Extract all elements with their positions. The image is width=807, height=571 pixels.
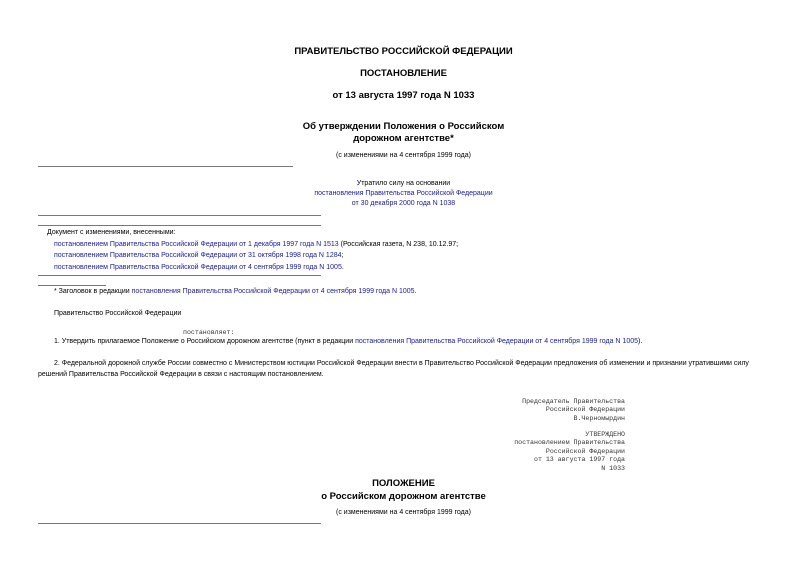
amendment-link[interactable]: постановлением Правительства Российской Федерации от 1 декабря 1997 года N 1513 [54, 240, 339, 248]
document-title-line1: Об утверждении Положения о Российском [302, 121, 505, 132]
document-title [0, 121, 807, 145]
signature-name: В.Черномырдин [573, 414, 625, 422]
document-date-number: от 13 августа 1997 года N 1033 [332, 90, 475, 101]
amendments-intro: Документ с изменениями, внесенными: [47, 229, 176, 236]
signature-block [480, 398, 625, 423]
approved-line: Российской Федерации [545, 447, 625, 455]
footnote [54, 288, 417, 295]
divider [38, 166, 293, 167]
approved-line: от 13 августа 1997 года [533, 456, 625, 464]
paragraph-1 [54, 338, 642, 345]
regulation-title-line2: о Российском дорожном агентстве [321, 490, 486, 502]
lost-force-link-line2[interactable]: от 30 декабря 2000 года N 1038 [351, 200, 456, 207]
lost-force-link-line1[interactable]: постановления Правительства Российской Федерации [314, 190, 493, 197]
lost-force-text: Утратило силу на основании [356, 180, 451, 187]
approved-line: N 1033 [601, 464, 625, 472]
approved-block [480, 431, 625, 473]
amendment-link[interactable]: постановлением Правительства Российской Федерации от 4 сентября 1999 года N 1005 [54, 263, 342, 271]
paragraph-2-line2: решений Правительства Российской Федерации в связи с настоящим постановлением. [38, 371, 324, 378]
footnote-text: * Заголовок в редакции [54, 288, 132, 295]
amended-note: (с изменениями на 4 сентября 1999 года) [336, 152, 471, 159]
amendment-item [47, 239, 458, 251]
paragraph-1-text: 1. Утвердить прилагаемое Положение о Российском дорожном агентстве (пункт в редакции [54, 338, 356, 345]
approved-line: постановлением Правительства [514, 439, 625, 447]
amendment-tail: ; [341, 252, 344, 259]
divider [38, 215, 321, 216]
amendment-item [47, 262, 458, 274]
preamble: Правительство Российской Федерации [54, 310, 182, 317]
amendment-tail: (Российская газета, N 238, 10.12.97; [338, 240, 459, 248]
regulation-amended-note: (с изменениями на 4 сентября 1999 года) [336, 509, 471, 516]
paragraph-1-link[interactable]: постановления Правительства Российской Федерации от 4 сентября 1999 года N 1005 [355, 338, 638, 345]
government-heading: ПРАВИТЕЛЬСТВО РОССИЙСКОЙ ФЕДЕРАЦИИ [294, 46, 513, 57]
decides-word: постановляет: [183, 329, 235, 336]
divider [38, 275, 321, 276]
footnote-tail: . [414, 288, 417, 295]
document-type: ПОСТАНОВЛЕНИЕ [360, 68, 447, 79]
amendment-link[interactable]: постановлением Правительства Российской Федерации от 31 октября 1998 года N 1284 [54, 252, 342, 259]
paragraph-2-line1: 2. Федеральной дорожной службе России совместно с Министерством юстиции Российской Федерации внести в Правительство Российской Федерации предложения об изменении и признании утратившими силу [54, 360, 749, 367]
regulation-title [0, 478, 807, 503]
signature-position: Председатель Правительства [522, 398, 625, 405]
document-title-line2: дорожном агентстве* [353, 133, 454, 144]
divider [38, 523, 321, 524]
footnote-link[interactable]: постановления Правительства Российской Федерации от 4 сентября 1999 года N 1005 [131, 288, 415, 295]
approved-title: УТВЕРЖДЕНО [585, 431, 625, 438]
regulation-title-line1: ПОЛОЖЕНИЕ [372, 478, 435, 489]
amendment-tail: . [341, 263, 344, 271]
amendments-block [47, 227, 458, 273]
divider [38, 225, 321, 226]
paragraph-2 [38, 358, 798, 380]
signature-country: Российской Федерации [545, 406, 625, 414]
footnote-divider [38, 285, 106, 286]
paragraph-1-tail: ). [638, 338, 643, 345]
lost-force-block [0, 179, 807, 209]
amendment-item [47, 250, 458, 262]
